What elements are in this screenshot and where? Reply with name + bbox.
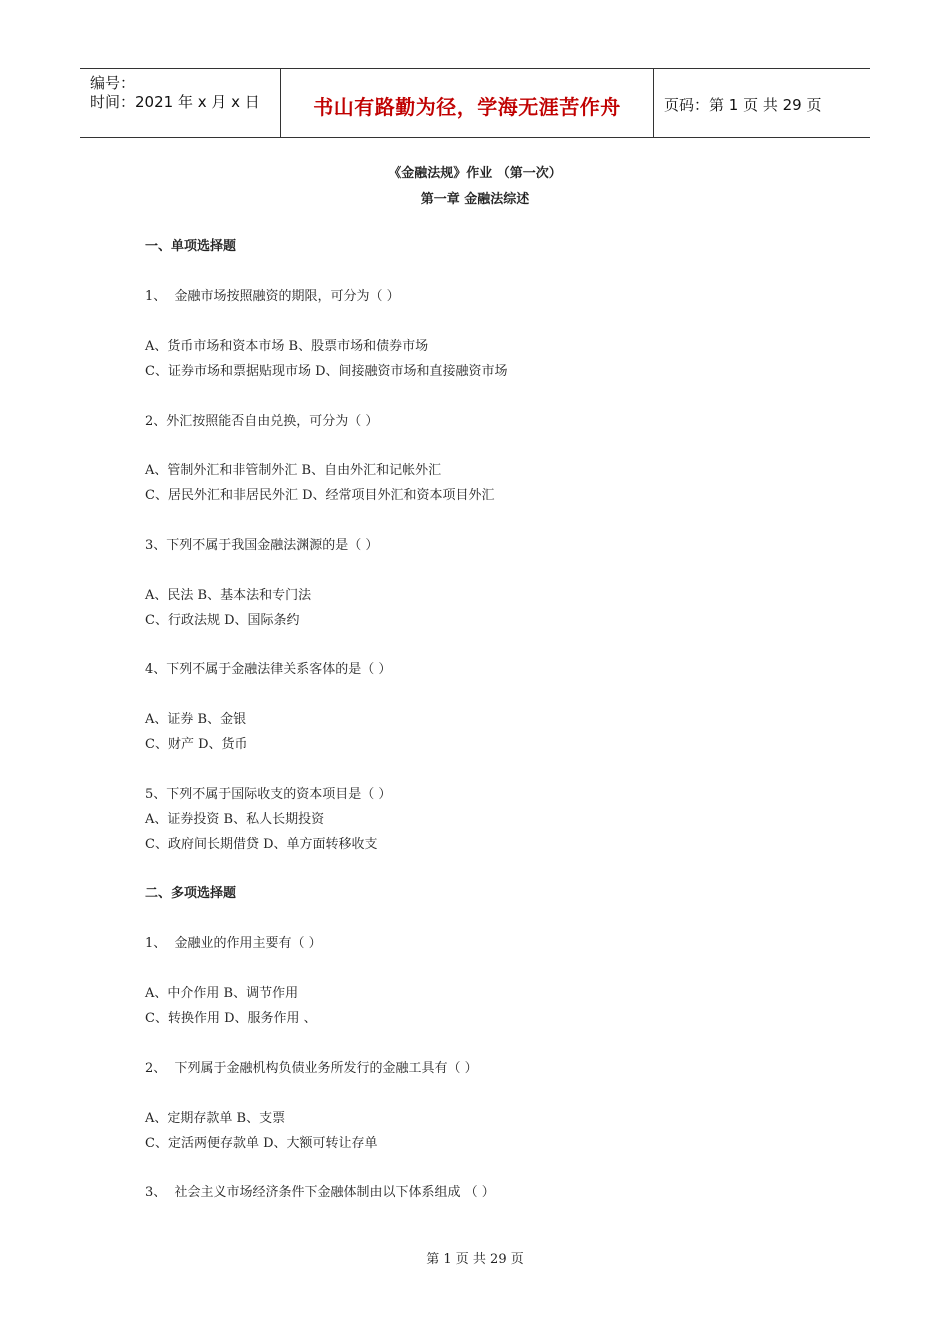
options-ab: A、民法 B、基本法和专门法 (145, 588, 312, 603)
options-ab: A、货币市场和资本市场 B、股票市场和债券市场 (145, 339, 429, 354)
section-heading-single-choice: 一、单项选择题 (145, 239, 237, 254)
document-title: 《金融法规》作业 （第一次） (388, 166, 562, 181)
question-text: 4、下列不属于金融法律关系客体的是（ ） (145, 662, 392, 677)
document-header (80, 68, 870, 138)
options-ab: A、证券投资 B、私人长期投资 (145, 812, 325, 827)
header-info-cell (80, 69, 281, 137)
chapter-title: 第一章 金融法综述 (420, 192, 530, 207)
page-info: 页码：第 1 页 共 29 页 (664, 96, 822, 114)
page-footer: 第 1 页 共 29 页 (426, 1252, 524, 1267)
options-cd: C、行政法规 D、国际条约 (145, 613, 300, 628)
options-cd: C、转换作用 D、服务作用 、 (145, 1011, 317, 1026)
question-text: 1、 金融业的作用主要有（ ） (145, 936, 322, 951)
question-text: 3、 社会主义市场经济条件下金融体制由以下体系组成 （ ） (145, 1185, 495, 1200)
options-ab: A、管制外汇和非管制外汇 B、自由外汇和记帐外汇 (145, 463, 442, 478)
question-text: 2、外汇按照能否自由兑换，可分为（ ） (145, 414, 379, 429)
options-ab: A、中介作用 B、调节作用 (145, 986, 299, 1001)
header-page-cell (654, 69, 870, 137)
options-cd: C、证券市场和票据贴现市场 D、间接融资市场和直接融资市场 (145, 364, 508, 379)
question-text: 5、下列不属于国际收支的资本项目是（ ） (145, 787, 392, 802)
options-cd: C、财产 D、货币 (145, 737, 248, 752)
number-label: 编号： (90, 74, 136, 92)
header-motto-cell (281, 69, 654, 137)
options-cd: C、定活两便存款单 D、大额可转让存单 (145, 1136, 378, 1151)
question-text: 1、 金融市场按照融资的期限，可分为（ ） (145, 289, 400, 304)
options-ab: A、定期存款单 B、支票 (145, 1111, 286, 1126)
section-heading-multiple-choice: 二、多项选择题 (145, 886, 237, 901)
options-cd: C、政府间长期借贷 D、单方面转移收支 (145, 837, 378, 852)
motto-text: 书山有路勤为径，学海无涯苦作舟 (313, 95, 621, 119)
question-text: 2、 下列属于金融机构负债业务所发行的金融工具有（ ） (145, 1061, 478, 1076)
options-ab: A、证券 B、金银 (145, 712, 247, 727)
options-cd: C、居民外汇和非居民外汇 D、经常项目外汇和资本项目外汇 (145, 488, 495, 503)
date-label: 时间：2021 年 x 月 x 日 (90, 93, 260, 111)
question-text: 3、下列不属于我国金融法渊源的是（ ） (145, 538, 379, 553)
